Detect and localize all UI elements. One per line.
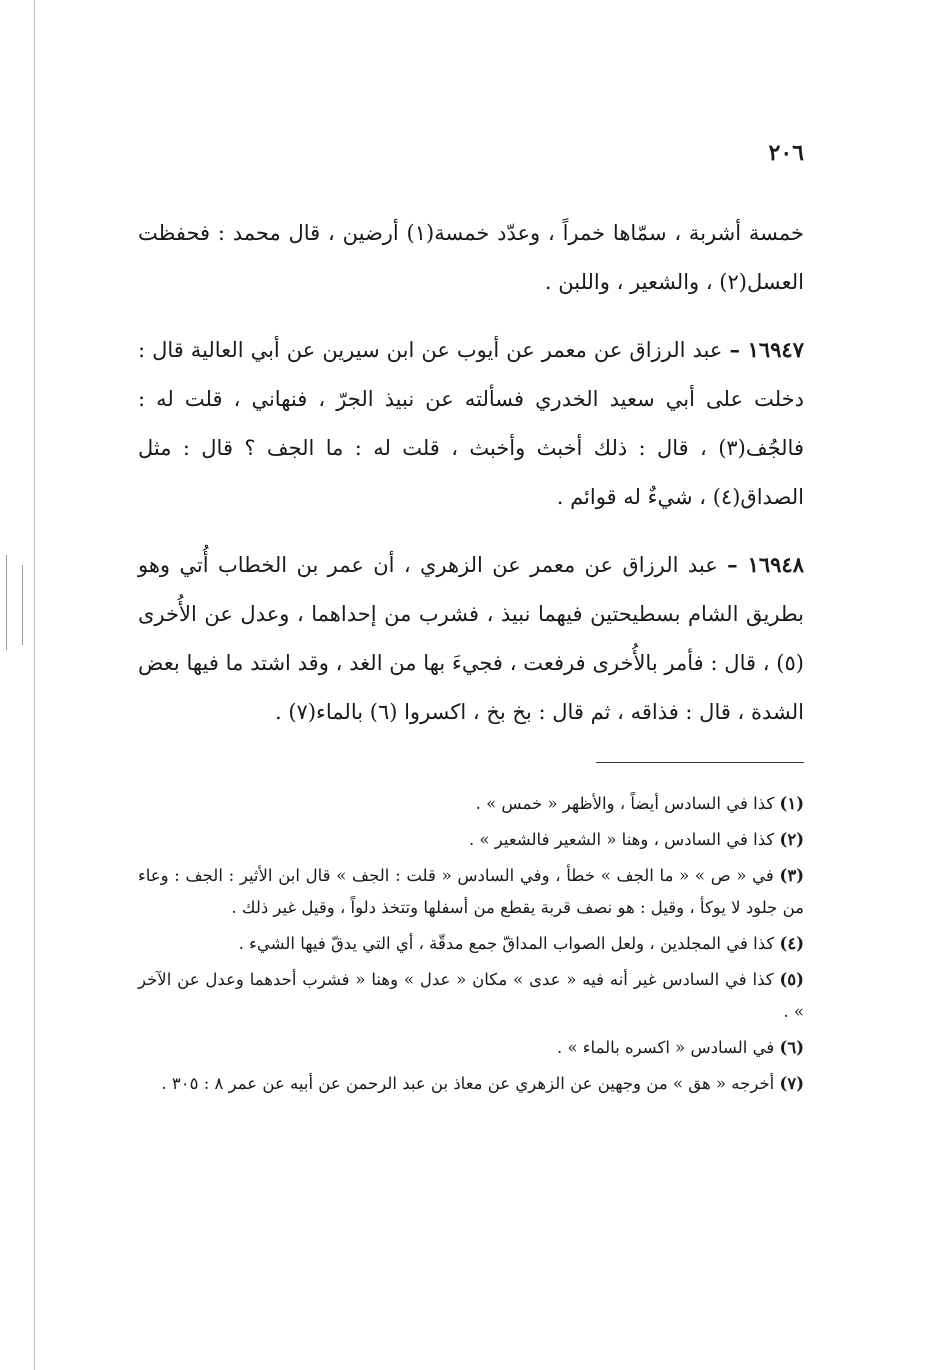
footnote-text: أخرجه « هق » من وجهين عن الزهري عن معاذ بن عبد الرحمن عن أبيه عن عمر ٨ : ٣٠٥ . <box>161 1074 775 1093</box>
footnote <box>138 1068 804 1100</box>
footnote-number: (٥) <box>779 970 804 989</box>
page-number: ٢٠٦ <box>768 140 804 166</box>
page-edge-line <box>34 0 35 1370</box>
footnote-text: في السادس « اكسره بالماء » . <box>556 1038 775 1057</box>
footnote-number: (٦) <box>779 1038 804 1057</box>
footnote <box>138 860 804 924</box>
footnote-number: (٢) <box>779 830 804 849</box>
footnote <box>138 1032 804 1064</box>
paragraph-number: ١٦٩٤٨ – <box>727 552 804 577</box>
page-edge-mark <box>6 555 7 650</box>
paragraph <box>138 208 804 307</box>
footnote-number: (٤) <box>779 934 804 953</box>
paragraph-text: عبد الرزاق عن معمر عن أيوب عن ابن سيرين عن أبي العالية قال : دخلت على أبي سعيد الخدري فسألته عن نبيذ الجرّ ، فنهاني ، قلت له : فالجُف(٣) ، قال : ذلك أخبث وأخبث ، قلت له : ما الجف ؟ قال : مثل الصداق(٤) ، شيءٌ له قوائم . <box>138 338 804 509</box>
paragraph <box>138 540 804 737</box>
paragraph <box>138 325 804 522</box>
footnote-text: كذا في السادس ، وهنا « الشعير فالشعير » . <box>468 830 775 849</box>
paragraph-number: ١٦٩٤٧ – <box>729 337 804 362</box>
paragraph-text: عبد الرزاق عن معمر عن الزهري ، أن عمر بن الخطاب أُتي وهو بطريق الشام بسطيحتين فيهما نبيذ ، فشرب من إحداهما ، وعدل عن الأُخرى (٥) ، قال : فأمر بالأُخرى فرفعت ، فجيءَ بها من الغد ، وقد اشتد ما فيها بعض الشدة ، قال : فذاقه ، ثم قال : بخ بخ ، اكسروا (٦) بالماء(٧) . <box>138 553 804 724</box>
footnote <box>138 964 804 1028</box>
footnote-text: في « ص » « ما الجف » خطأ ، وفي السادس « قلت : الجف » قال ابن الأثير : الجف : وعاء من جلود لا يوكأ ، وقيل : هو نصف قربة يقطع من أسفلها وتتخذ دلواً ، وقيل غير ذلك . <box>138 866 804 917</box>
footnote-text: كذا في المجلدين ، ولعل الصواب المداقّ جمع مدقّة ، أي التي يدقّ فيها الشيء . <box>238 934 775 953</box>
footnote-number: (١) <box>779 794 804 813</box>
footnote-text: كذا في السادس غير أنه فيه « عدى » مكان « عدل » وهنا « فشرب أحدهما وعدل عن الآخر » . <box>138 970 804 1021</box>
footnote <box>138 788 804 820</box>
page-edge-mark <box>22 565 23 645</box>
footnotes <box>138 788 804 1104</box>
footnote-number: (٧) <box>779 1074 804 1093</box>
footnote <box>138 928 804 960</box>
paragraph-text: خمسة أشربة ، سمّاها خمراً ، وعدّد خمسة(١) أرضين ، قال محمد : فحفظت العسل(٢) ، والشعير ، واللبن . <box>138 221 804 294</box>
footnote <box>138 824 804 856</box>
main-text <box>138 208 804 755</box>
footnote-text: كذا في السادس أيضاً ، والأظهر « خمس » . <box>475 794 775 813</box>
footnote-number: (٣) <box>779 866 804 885</box>
footnote-divider <box>596 762 804 763</box>
